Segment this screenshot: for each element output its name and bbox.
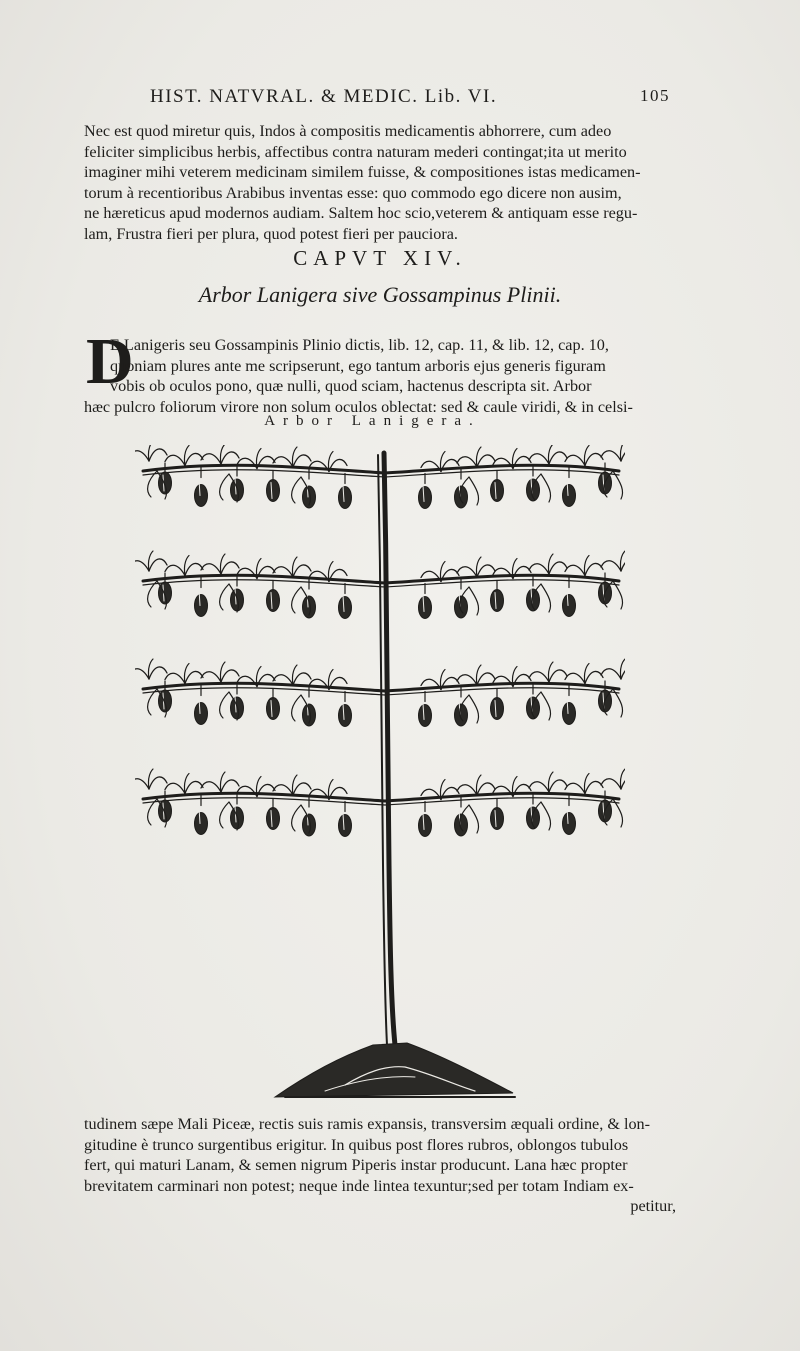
text-line: gitudine è trunco surgentibus erigitur. In quibus post flores rubros, oblongos tubulos (84, 1135, 629, 1154)
leaf (585, 671, 603, 683)
leaf (621, 449, 625, 461)
leaf (457, 675, 477, 685)
tree-woodcut-illustration (135, 445, 625, 1113)
text-line: torum à recentioribus Arabibus inventas esse: quo commodo ego dicere non ausim, (84, 183, 622, 202)
leaf (529, 454, 549, 464)
seed-pod (491, 480, 504, 502)
text-line: feliciter simplicibus herbis, affectibus contra naturam mederi contingat;ita ut merito (84, 142, 627, 161)
page-number: 105 (640, 86, 670, 105)
leaf (457, 567, 477, 577)
leaf (585, 563, 603, 575)
leaf (541, 474, 551, 502)
leaf (185, 563, 203, 575)
seed-pod (339, 815, 352, 837)
leaf (292, 805, 301, 831)
leaf (220, 584, 229, 610)
seed-pod (195, 595, 208, 617)
figure-caption: Arbor Lanigera. (264, 413, 481, 429)
leaf (585, 781, 603, 793)
seed-pod (267, 590, 280, 612)
leaf (292, 587, 301, 613)
seed-pod (231, 807, 244, 829)
leaf (135, 451, 149, 461)
running-title: HIST. NATVRAL. & MEDIC. Lib. VI. (150, 86, 498, 107)
text-line: lam, Frustra fieri per plura, quod potest fieri per pauciora. (84, 224, 458, 243)
leaf (293, 565, 311, 577)
leaf (165, 565, 185, 575)
seed-pod (563, 703, 576, 725)
leaf (565, 783, 585, 793)
seed-pod (419, 487, 432, 509)
text-line: tudinem sæpe Mali Piceæ, rectis suis ramis expansis, transversim æquali ordine, & lon- (84, 1115, 651, 1133)
leaf (201, 564, 221, 574)
seed-pod (491, 698, 504, 720)
tree-trunk (384, 453, 395, 1045)
seed-pod (491, 808, 504, 830)
seed-pod (339, 705, 352, 727)
seed-pod (563, 485, 576, 507)
leaf (549, 562, 567, 574)
leaf (457, 457, 477, 467)
leaf (149, 559, 167, 571)
text-line: brevitatem carminari non potest; neque inde lintea texuntur;sed per totam Indiam ex- (84, 1176, 634, 1195)
leaf (135, 561, 149, 571)
seed-pod (563, 813, 576, 835)
leaf (165, 673, 185, 683)
leaf (221, 452, 239, 464)
text-line: quoniam plures ante me scripserunt, ego tantum arboris ejus generis figuram (110, 356, 606, 375)
leaf (185, 781, 203, 793)
seed-pod (419, 597, 432, 619)
leaf (221, 670, 239, 682)
seed-pod (195, 813, 208, 835)
leaf (541, 802, 551, 830)
leaf (135, 779, 149, 789)
leaf (292, 477, 301, 503)
text-line: imaginer mihi veterem medicinam similem fuisse, & compositiones istas medicamen- (84, 163, 641, 182)
drop-cap: D (86, 325, 134, 398)
leaf (549, 452, 567, 464)
leaf (601, 779, 621, 789)
intro-paragraph (84, 121, 676, 245)
leaf (565, 455, 585, 465)
leaf (549, 670, 567, 682)
closing-paragraph (84, 1114, 676, 1217)
leaf (221, 780, 239, 792)
seed-pod (195, 703, 208, 725)
leaf (469, 477, 479, 505)
leaf (165, 783, 185, 793)
text-line: hæc pulcro foliorum virore non solum oculos oblectat: sed & caule viridi, & in celsi- (84, 397, 633, 416)
leaf (621, 559, 625, 571)
leaf (457, 785, 477, 795)
leaf (469, 695, 479, 723)
leaf (165, 455, 185, 465)
leaf (293, 783, 311, 795)
seed-pod (231, 479, 244, 501)
seed-pod (267, 698, 280, 720)
seed-pod (339, 597, 352, 619)
chapter-title: Arbor Lanigera sive Gossampinus Plinii. (198, 282, 562, 307)
text-line: ne hæreticus apud modernos audiam. Saltem hoc scio,veterem & antiquam esse regu- (84, 204, 638, 223)
leaf (292, 695, 301, 721)
leaf (149, 449, 167, 461)
leaf (469, 805, 479, 833)
leaf (221, 562, 239, 574)
leaf (601, 451, 621, 461)
leaf (293, 673, 311, 685)
leaf (529, 782, 549, 792)
running-header (150, 86, 670, 114)
leaf (469, 587, 479, 615)
leaf (149, 777, 167, 789)
seed-pod (491, 590, 504, 612)
seed-pod (419, 705, 432, 727)
chapter-heading: CAPVT XIV. (293, 246, 467, 270)
leaf (529, 564, 549, 574)
leaf (135, 669, 149, 679)
leaf (541, 692, 551, 720)
leaf (201, 672, 221, 682)
leaf (565, 673, 585, 683)
tree-mound (275, 1043, 513, 1097)
seed-pod (267, 808, 280, 830)
leaf (220, 692, 229, 718)
seed-pod (563, 595, 576, 617)
leaf (149, 667, 167, 679)
catchword: petitur, (630, 1197, 676, 1216)
leaf (185, 671, 203, 683)
seed-pod (195, 485, 208, 507)
leaf (549, 780, 567, 792)
leaf (541, 584, 551, 612)
leaf (185, 453, 203, 465)
leaf (621, 667, 625, 679)
main-paragraph (84, 335, 676, 417)
seed-pod (231, 697, 244, 719)
leaf (565, 565, 585, 575)
text-line: Nec est quod miretur quis, Indos à compositis medicamentis abhorrere, cum adeo (84, 122, 612, 140)
leaf (220, 474, 229, 500)
seed-pod (419, 815, 432, 837)
leaf (621, 777, 625, 789)
leaf (601, 669, 621, 679)
text-line: fert, qui maturi Lanam, & semen nigrum Piperis instar producunt. Lana hæc propter (84, 1156, 628, 1175)
leaf (293, 455, 311, 467)
leaf (220, 802, 229, 828)
leaf (201, 454, 221, 464)
text-line: E Lanigeris seu Gossampinis Plinio dictis, lib. 12, cap. 11, & lib. 12, cap. 10, (110, 336, 609, 354)
seed-pod (267, 480, 280, 502)
text-line: vobis ob oculos pono, quæ nulli, quod sciam, hactenus descripta sit. Arbor (110, 377, 592, 396)
leaf (529, 672, 549, 682)
leaf (585, 453, 603, 465)
leaf (201, 782, 221, 792)
seed-pod (339, 487, 352, 509)
leaf (601, 561, 621, 571)
seed-pod (231, 589, 244, 611)
